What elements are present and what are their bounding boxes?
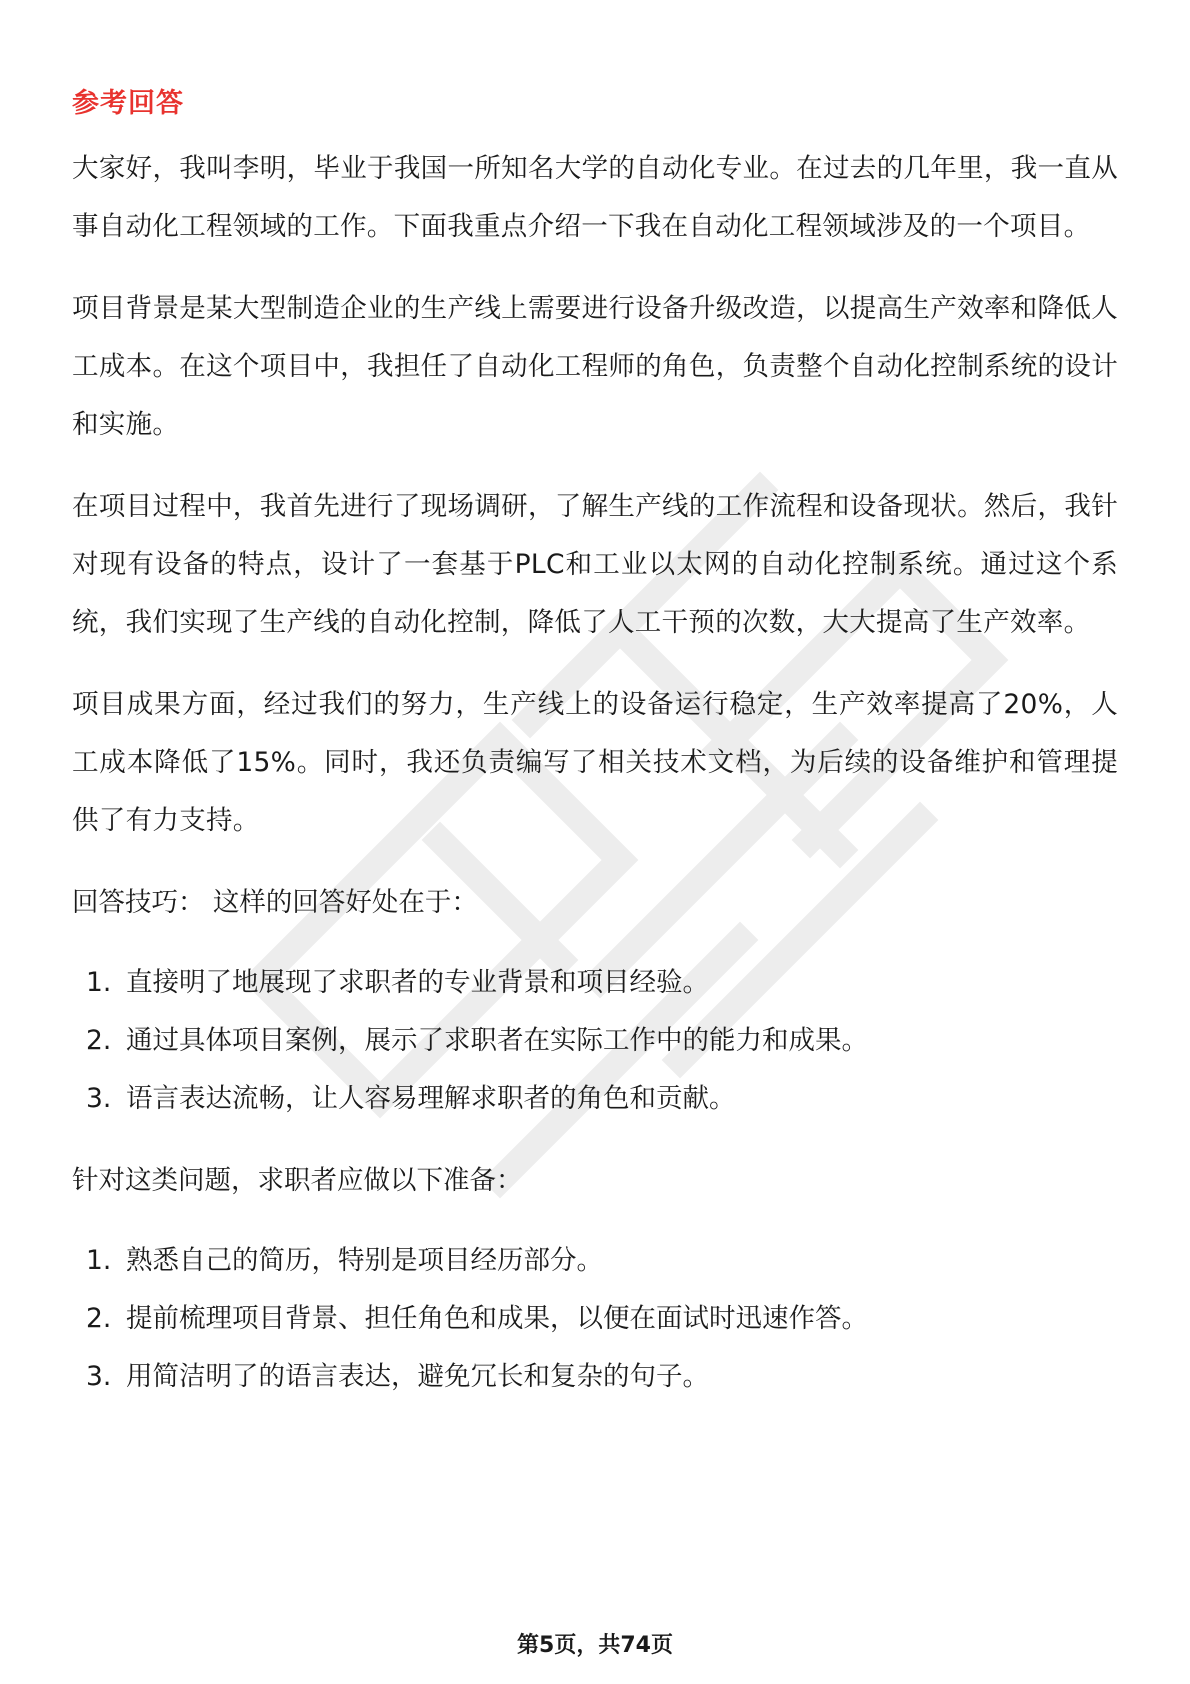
prep-list: [72, 1232, 1118, 1406]
list-item-text: 熟悉自己的简历，特别是项目经历部分。: [126, 1245, 603, 1276]
list-item: [72, 1012, 1118, 1070]
list-item: [72, 1070, 1118, 1128]
list-item: [72, 1232, 1118, 1290]
tips-list: [72, 954, 1118, 1128]
list-item-number: 2.: [86, 1303, 112, 1334]
list-item: [72, 1290, 1118, 1348]
paragraph-background: 项目背景是某大型制造企业的生产线上需要进行设备升级改造，以提高生产效率和降低人工成本。在这个项目中，我担任了自动化工程师的角色，负责整个自动化控制系统的设计和实施。: [72, 293, 1118, 440]
section-heading: 参考回答: [72, 88, 184, 119]
list-item-number: 3.: [86, 1361, 112, 1392]
paragraph-results: 项目成果方面，经过我们的努力，生产线上的设备运行稳定，生产效率提高了20%，人工成本降低了15%。同时，我还负责编写了相关技术文档，为后续的设备维护和管理提供了有力支持。: [72, 689, 1118, 836]
list-item-text: 通过具体项目案例，展示了求职者在实际工作中的能力和成果。: [126, 1025, 868, 1056]
paragraph-intro: 大家好，我叫李明，毕业于我国一所知名大学的自动化专业。在过去的几年里，我一直从事自动化工程领域的工作。下面我重点介绍一下我在自动化工程领域涉及的一个项目。: [72, 153, 1118, 242]
list-item: [72, 954, 1118, 1012]
tips-label: 回答技巧： 这样的回答好处在于：: [72, 887, 478, 918]
list-item: [72, 1348, 1118, 1406]
page-number-footer: 第5页，共74页: [517, 1633, 673, 1658]
list-item-text: 用简洁明了的语言表达，避免冗长和复杂的句子。: [126, 1361, 709, 1392]
content-area: [72, 84, 1118, 1430]
list-item-number: 3.: [86, 1083, 112, 1114]
list-item-number: 2.: [86, 1025, 112, 1056]
list-item-text: 提前梳理项目背景、担任角色和成果，以便在面试时迅速作答。: [126, 1303, 868, 1334]
paragraph-process: 在项目过程中，我首先进行了现场调研，了解生产线的工作流程和设备现状。然后，我针对现有设备的特点，设计了一套基于PLC和工业以太网的自动化控制系统。通过这个系统，我们实现了生产线的自动化控制，降低了人工干预的次数，大大提高了生产效率。: [72, 491, 1118, 638]
list-item-text: 语言表达流畅，让人容易理解求职者的角色和贡献。: [126, 1083, 736, 1114]
list-item-number: 1.: [86, 967, 112, 998]
prep-label: 针对这类问题，求职者应做以下准备：: [72, 1165, 523, 1196]
list-item-number: 1.: [86, 1245, 112, 1276]
list-item-text: 直接明了地展现了求职者的专业背景和项目经验。: [126, 967, 709, 998]
